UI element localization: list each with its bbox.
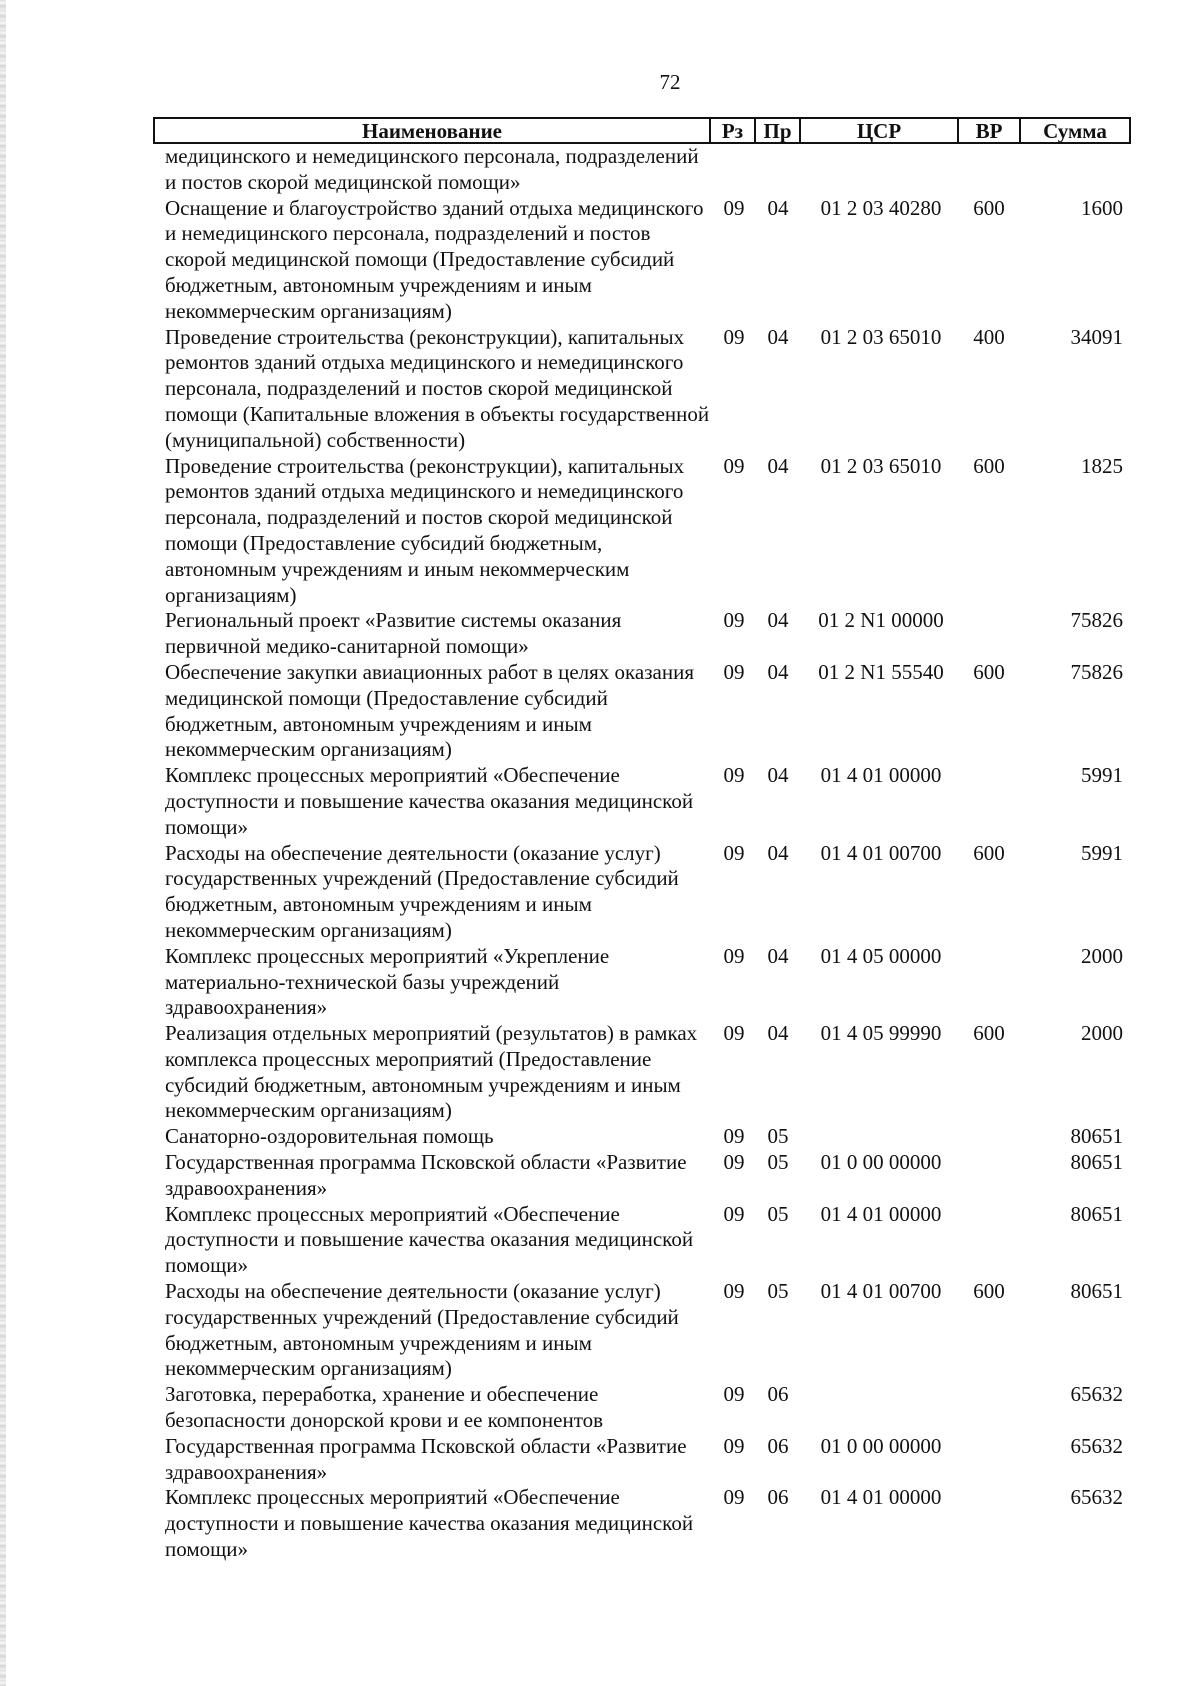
cell-csr: 01 4 05 99990 [820, 1021, 942, 1046]
cell-csr: 01 4 01 00000 [820, 1201, 942, 1226]
cell-rz: 09 [723, 1124, 745, 1149]
cell-name: Региональный проект «Развитие системы оказания первичной медико-санитарной помощи» [165, 608, 622, 659]
cell-csr: 01 4 01 00000 [820, 1485, 942, 1510]
table-row [153, 660, 1131, 763]
cell-sum: 75826 [1070, 608, 1123, 633]
cell-pr: 04 [767, 453, 789, 478]
cell-rz: 09 [723, 1433, 745, 1458]
cell-rz: 09 [723, 1150, 745, 1175]
cell-pr: 06 [767, 1382, 789, 1407]
cell-name: Расходы на обеспечение деятельности (оказание услуг) государственных учреждений (Предоставление субсидий бюджетным, автономным учреждениям и иным некоммерческим организациям) [165, 840, 679, 942]
cell-csr: 01 4 01 00700 [820, 840, 942, 865]
cell-csr: 01 4 05 00000 [820, 943, 942, 968]
cell-csr: 01 0 00 00000 [820, 1433, 942, 1458]
table-row [153, 608, 1131, 660]
cell-pr: 05 [767, 1201, 789, 1226]
table-row [153, 454, 1131, 609]
cell-name: Санаторно-оздоровительная помощь [165, 1124, 494, 1149]
cell-rz: 09 [723, 1279, 745, 1304]
cell-rz: 09 [723, 195, 745, 220]
table-row [153, 1124, 1131, 1150]
table-row [153, 1202, 1131, 1279]
cell-rz: 09 [723, 763, 745, 788]
header-sum: Сумма [1043, 119, 1107, 143]
cell-name: Оснащение и благоустройство зданий отдыха медицинского и немедицинского персонала, подразделений и постов скорой медицинской помощи (Предоставление субсидий бюджетным, автономным учреждениям и иным некоммерческим организациям) [165, 195, 704, 323]
table-row [153, 1434, 1131, 1486]
table-body [153, 144, 1131, 1563]
cell-name: Проведение строительства (реконструкции), капитальных ремонтов зданий отдыха медицинского и немедицинского персонала, подразделений и постов скорой медицинской помощи (Предоставление субсидий бюджетным, автономным учреждениям и иным некоммерческим организациям) [165, 453, 685, 607]
cell-name: Государственная программа Псковской области «Развитие здравоохранения» [165, 1433, 687, 1484]
cell-vr: 600 [973, 1021, 1005, 1046]
cell-name: Расходы на обеспечение деятельности (оказание услуг) государственных учреждений (Предоставление субсидий бюджетным, автономным учреждениям и иным некоммерческим организациям) [165, 1279, 679, 1381]
table-row [153, 196, 1131, 325]
table-row [153, 944, 1131, 1021]
cell-pr: 04 [767, 840, 789, 865]
cell-rz: 09 [723, 840, 745, 865]
table-row [153, 1382, 1131, 1434]
table-row [153, 325, 1131, 454]
table-row [153, 1279, 1131, 1382]
cell-name: Государственная программа Псковской области «Развитие здравоохранения» [165, 1150, 687, 1200]
cell-pr: 06 [767, 1433, 789, 1458]
cell-vr: 600 [973, 195, 1005, 220]
cell-vr: 600 [973, 840, 1005, 865]
cell-name: Реализация отдельных мероприятий (результатов) в рамках комплекса процессных мероприятий (Предоставление субсидий бюджетным, автономным учреждениям и иным некоммерческим организациям) [165, 1021, 698, 1123]
cell-sum: 5991 [1081, 763, 1123, 788]
cell-sum: 34091 [1070, 324, 1123, 349]
table-row [153, 144, 1131, 196]
cell-vr: 600 [973, 1279, 1005, 1304]
header-vr: ВР [959, 119, 1021, 142]
cell-name: Заготовка, переработка, хранение и обеспечение безопасности донорской крови и ее компонентов [165, 1382, 604, 1433]
header-csr: ЦСР [801, 119, 959, 142]
cell-name: Проведение строительства (реконструкции), капитальных ремонтов зданий отдыха медицинского и немедицинского персонала, подразделений и постов скорой медицинской помощи (Капитальные вложения в объекты государственной (муниципальной) собственности) [165, 324, 710, 452]
cell-pr: 05 [767, 1150, 789, 1175]
cell-sum: 75826 [1070, 659, 1123, 684]
cell-pr: 04 [767, 324, 789, 349]
cell-rz: 09 [723, 608, 745, 633]
table-row [153, 1021, 1131, 1124]
cell-pr: 04 [767, 195, 789, 220]
table-row [153, 763, 1131, 840]
cell-vr: 600 [973, 453, 1005, 478]
cell-pr: 04 [767, 763, 789, 788]
table-row [153, 1485, 1131, 1562]
cell-rz: 09 [723, 1021, 745, 1046]
cell-csr: 01 2 03 65010 [820, 453, 942, 478]
cell-vr: 400 [973, 324, 1005, 349]
cell-csr: 01 4 01 00000 [820, 763, 942, 788]
cell-pr: 06 [767, 1485, 789, 1510]
cell-csr: 01 2 03 40280 [820, 195, 942, 220]
cell-sum: 5991 [1081, 840, 1123, 865]
cell-csr: 01 2 N1 00000 [818, 608, 944, 633]
cell-pr: 05 [767, 1279, 789, 1304]
cell-csr: 01 0 00 00000 [820, 1150, 942, 1175]
cell-name: медицинского и немедицинского персонала, подразделений и постов скорой медицинской помощи» [165, 144, 699, 194]
scan-edge [0, 0, 6, 1686]
cell-name: Комплекс процессных мероприятий «Обеспечение доступности и повышение качества оказания медицинской помощи» [165, 1201, 694, 1278]
table-header [153, 117, 1131, 144]
cell-pr: 04 [767, 943, 789, 968]
header-pr: Пр [756, 119, 801, 142]
cell-sum: 2000 [1081, 943, 1123, 968]
cell-pr: 04 [767, 1021, 789, 1046]
cell-rz: 09 [723, 1382, 745, 1407]
cell-name: Обеспечение закупки авиационных работ в целях оказания медицинской помощи (Предоставление субсидий бюджетным, автономным учреждениям и иным некоммерческим организациям) [165, 659, 694, 762]
cell-sum: 1825 [1081, 453, 1123, 478]
cell-pr: 04 [767, 608, 789, 633]
cell-pr: 04 [767, 659, 789, 684]
cell-sum: 65632 [1070, 1382, 1123, 1407]
cell-name: Комплекс процессных мероприятий «Обеспечение доступности и повышение качества оказания медицинской помощи» [165, 1485, 694, 1562]
budget-table [153, 117, 1131, 1563]
cell-rz: 09 [723, 453, 745, 478]
cell-sum: 80651 [1070, 1124, 1123, 1149]
page-number: 72 [659, 70, 681, 94]
cell-csr: 01 2 N1 55540 [818, 659, 944, 684]
cell-sum: 65632 [1070, 1433, 1123, 1458]
cell-rz: 09 [723, 324, 745, 349]
cell-rz: 09 [723, 1201, 745, 1226]
cell-sum: 2000 [1081, 1021, 1123, 1046]
cell-csr: 01 2 03 65010 [820, 324, 942, 349]
header-name: Наименование [155, 119, 711, 142]
cell-rz: 09 [723, 943, 745, 968]
header-rz: Рз [711, 119, 756, 142]
cell-sum: 80651 [1070, 1279, 1123, 1304]
cell-csr: 01 4 01 00700 [820, 1279, 942, 1304]
cell-rz: 09 [723, 1485, 745, 1510]
cell-sum: 80651 [1070, 1201, 1123, 1226]
cell-sum: 65632 [1070, 1485, 1123, 1510]
cell-name: Комплекс процессных мероприятий «Обеспечение доступности и повышение качества оказания медицинской помощи» [165, 763, 694, 839]
table-row [153, 1150, 1131, 1202]
cell-sum: 80651 [1070, 1150, 1123, 1175]
cell-sum: 1600 [1081, 195, 1123, 220]
cell-rz: 09 [723, 659, 745, 684]
table-row [153, 841, 1131, 944]
cell-name: Комплекс процессных мероприятий «Укрепление материально-технической базы учреждений здравоохранения» [165, 943, 610, 1020]
cell-vr: 600 [973, 659, 1005, 684]
cell-pr: 05 [767, 1124, 789, 1149]
